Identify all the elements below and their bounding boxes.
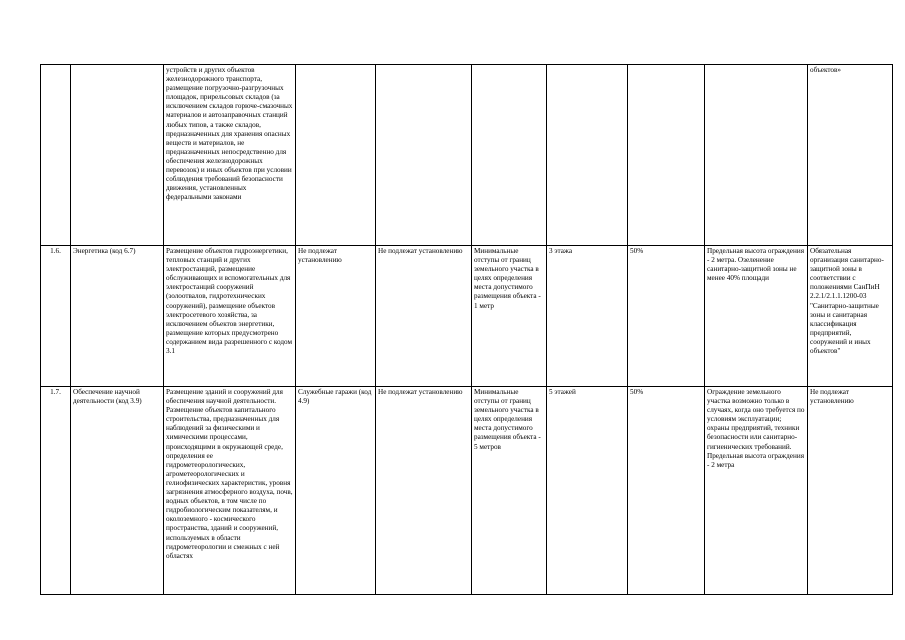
restrictions: объектов» bbox=[808, 65, 893, 246]
use-type-description: Размещение зданий и сооружений для обеспечения научной деятельности. Размещение объектов капитального строительства, предназначенных для наблюдений за физическими и химическими процессами, происходящими в окружающей среде, определения ее гидрометеорологических, агрометеорологических и гелиофизических характеристик, уровня загрязнения атмосферного воздуха, почв, водных объектов, в том числе по гидробиологическим показателям, и околоземного - космического пространства, зданий и сооружений, используемых в области гидрометеорологии и смежных с ней областях bbox=[164, 387, 296, 595]
row-number bbox=[41, 65, 71, 246]
conditional-use: Служебные гаражи (код 4.9) bbox=[296, 387, 376, 595]
max-floors bbox=[547, 65, 628, 246]
auxiliary-use bbox=[376, 65, 472, 246]
conditional-use bbox=[296, 65, 376, 246]
table-row bbox=[41, 246, 893, 387]
conditional-use: Не подлежат установлению bbox=[296, 246, 376, 387]
max-coverage: 50% bbox=[628, 387, 705, 595]
auxiliary-use: Не подлежат установлению bbox=[376, 246, 472, 387]
min-setback: Минимальные отступы от границ земельного участка в целях определения места допустимого размещения объекта - 1 метр bbox=[472, 246, 547, 387]
use-type-name: Обеспечение научной деятельности (код 3.9) bbox=[71, 387, 164, 595]
min-setback bbox=[472, 65, 547, 246]
use-type-name: Энергетика (код 6.7) bbox=[71, 246, 164, 387]
restrictions: Не подлежат установлению bbox=[808, 387, 893, 595]
max-coverage bbox=[628, 65, 705, 246]
use-type-name bbox=[71, 65, 164, 246]
other-parameters bbox=[705, 65, 808, 246]
other-parameters: Ограждение земельного участка возможно только в случаях, когда оно требуется по условиям эксплуатации; охраны предприятий, техники безопасности или санитарно-гигиенических требований. Предельная высота ограждения - 2 метра bbox=[705, 387, 808, 595]
max-coverage: 50% bbox=[628, 246, 705, 387]
max-floors: 3 этажа bbox=[547, 246, 628, 387]
table-row bbox=[41, 387, 893, 595]
restrictions: Обязательная организация санитарно-защитной зоны в соответствии с положениями СанПиН 2.2.1/2.1.1.1200-03 "Санитарно-защитные зоны и санитарная классификация предприятий, сооружений и иных объектов" bbox=[808, 246, 893, 387]
use-type-description: Размещение объектов гидроэнергетики, тепловых станций и других электростанций, размещение обслуживающих и вспомогательных для электростанций сооружений (золоотвалов, гидротехнических сооружений), размещение объектов электросетевого хозяйства, за исключением объектов энергетики, размещение которых предусмотрено содержанием вида разрешенного с кодом 3.1 bbox=[164, 246, 296, 387]
min-setback: Минимальные отступы от границ земельного участка в целях определения места допустимого размещения объекта - 5 метров bbox=[472, 387, 547, 595]
other-parameters: Предельная высота ограждения - 2 метра. Озеленение санитарно-защитной зоны не менее 40% площади bbox=[705, 246, 808, 387]
row-number: 1.7. bbox=[41, 387, 71, 595]
use-type-description: устройств и других объектов железнодорожного транспорта, размещение погрузочно-разгрузочных площадок, прирельсовых складов (за исключением складов горюче-смазочных материалов и автозаправочных станций любых типов, а также складов, предназначенных для хранения опасных веществ и материалов, не предназначенных непосредственно для обеспечения железнодорожных перевозок) и иных объектов при условии соблюдения требований безопасности движения, установленных федеральными законами bbox=[164, 65, 296, 246]
zoning-regulations-table bbox=[40, 64, 893, 595]
max-floors: 5 этажей bbox=[547, 387, 628, 595]
auxiliary-use: Не подлежат установлению bbox=[376, 387, 472, 595]
table-row bbox=[41, 65, 893, 246]
row-number: 1.6. bbox=[41, 246, 71, 387]
